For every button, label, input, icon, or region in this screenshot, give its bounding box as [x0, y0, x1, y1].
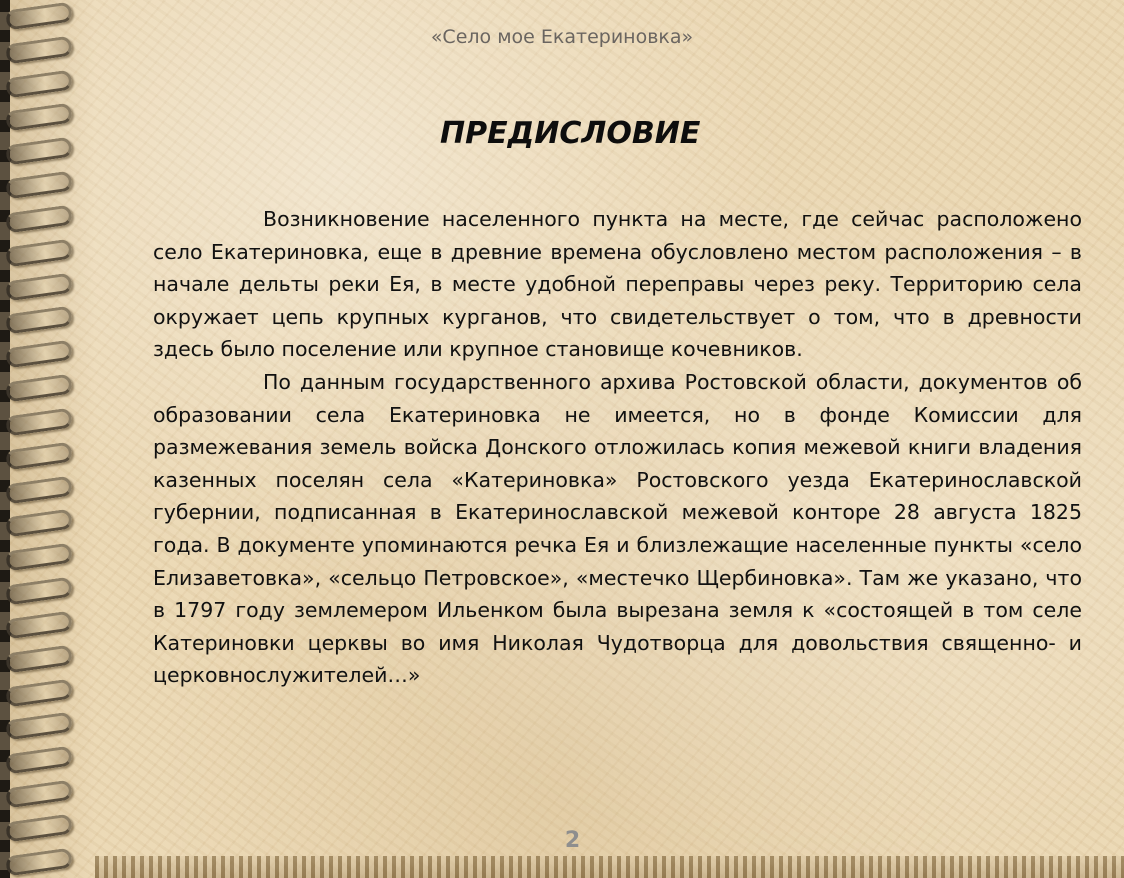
body-text [153, 203, 1082, 692]
binding-ring [5, 746, 73, 775]
binding-ring [5, 204, 73, 233]
binding-ring [5, 272, 73, 301]
binding-ring [5, 780, 73, 809]
binding-ring [5, 475, 73, 504]
binding-rings [6, 6, 86, 872]
binding-ring [5, 340, 73, 369]
spiral-binding-icon [0, 0, 95, 878]
paragraph: Возникновение населенного пункта на месте, где сейчас расположено село Екатериновка, еще в древние времена обусловлено местом расположения – в начале дельты реки Ея, в месте удобной переправы через реку. Территорию села окружает цепь крупных курганов, что свидетельствует о том, что в древности здесь было поселение или крупное становище кочевников. [153, 207, 1082, 362]
binding-ring [5, 577, 73, 606]
binding-ring [5, 543, 73, 572]
binding-ring [5, 712, 73, 741]
binding-ring [5, 374, 73, 403]
binding-ring [5, 407, 73, 436]
binding-ring [5, 171, 73, 200]
binding-ring [5, 509, 73, 538]
binding-ring [5, 103, 73, 132]
page-number: 2 [564, 828, 581, 853]
bottom-decorative-border [95, 856, 1124, 878]
binding-ring [5, 441, 73, 470]
running-header: «Село мое Екатериновка» [430, 26, 694, 48]
page-heading: ПРЕДИСЛОВИЕ [440, 116, 701, 151]
binding-ring [5, 678, 73, 707]
binding-ring [5, 306, 73, 335]
binding-ring [5, 644, 73, 673]
binding-ring [5, 137, 73, 166]
binding-ring [5, 69, 73, 98]
binding-ring [5, 238, 73, 267]
paragraph: По данным государственного архива Ростовской области, документов об образовании села Екатериновка не имеется, но в фонде Комиссии для размежевания земель войска Донского отложилась копия межевой книги владения казенных поселян села «Катериновка» Ростовского уезда Екатеринославской губернии, подписанная в Екатеринославской межевой конторе 28 августа 1825 года. В документе упоминаются речка Ея и близлежащие населенные пункты «село Елизаветовка», «сельцо Петровское», «местечко Щербиновка». Там же указано, что в 1797 году землемером Ильенком была вырезана земля к «состоящей в том селе Катериновки церквы во имя Николая Чудотворца для довольствия священно- и церковнослужителей…» [153, 369, 1082, 688]
binding-ring [5, 610, 73, 639]
